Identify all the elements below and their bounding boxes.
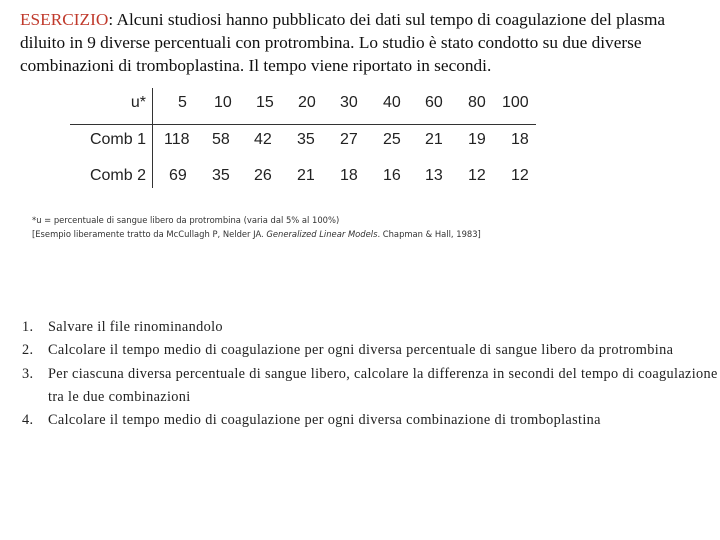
table-cell: 13: [425, 167, 443, 184]
task-item: [0, 363, 720, 410]
task-item: [0, 409, 720, 432]
task-item: [0, 316, 720, 339]
table-header-cell: 100: [502, 94, 529, 111]
exercise-description: : Alcuni studiosi hanno pubblicato dei dati sul tempo di coagulazione del plasma diluito in 9 diverse percentuali con protrombina. Lo studio è stato condotto su due diverse combinazioni di tromboplastina. Il tempo viene riportato in secondi.: [20, 10, 666, 75]
table-header-cell: 30: [340, 94, 358, 111]
table-row-label: Comb 1: [89, 131, 146, 148]
table-header-cell: 80: [468, 94, 486, 111]
task-text: Salvare il file rinominandolo: [48, 319, 223, 335]
table-horizontal-divider: [70, 124, 536, 125]
table-vertical-divider: [152, 88, 153, 188]
table-cell: 25: [383, 131, 401, 148]
task-text: Per ciascuna diversa percentuale di sangue libero, calcolare la differenza in secondi del tempo di coagulazione tra le due combinazioni: [48, 365, 718, 405]
citation-prefix: [Esempio liberamente tratto da McCullagh P, Nelder JA.: [32, 229, 267, 239]
table-cell: 16: [383, 167, 401, 184]
task-number: 3.: [22, 365, 34, 382]
table-cell: 69: [169, 167, 187, 184]
task-text: Calcolare il tempo medio di coagulazione per ogni diversa percentuale di sangue libero da protrombina: [48, 342, 674, 359]
table-header-label: u*: [130, 94, 146, 111]
data-table: [0, 0, 720, 200]
table-header-cell: 20: [298, 94, 316, 111]
table-row-label: Comb 2: [89, 167, 146, 184]
footnote-citation: [32, 229, 481, 239]
citation-suffix: . Chapman & Hall, 1983]: [377, 229, 481, 239]
table-cell: 18: [511, 131, 529, 148]
table-header-cell: 15: [256, 94, 274, 111]
table-cell: 42: [254, 131, 272, 148]
task-text: Calcolare il tempo medio di coagulazione per ogni diversa combinazione di tromboplastina: [48, 412, 601, 429]
task-number: 2.: [22, 342, 34, 359]
task-item: [0, 339, 720, 362]
table-cell: 21: [425, 131, 443, 148]
table-cell: 27: [340, 131, 358, 148]
table-cell: 12: [511, 167, 529, 184]
table-cell: 19: [468, 131, 486, 148]
task-number: 1.: [22, 319, 34, 335]
table-cell: 35: [297, 131, 315, 148]
table-header-cell: 5: [178, 94, 187, 111]
table-cell: 35: [212, 167, 230, 184]
citation-book-title: Generalized Linear Models: [266, 229, 378, 239]
task-list: [0, 316, 720, 432]
table-cell: 18: [340, 167, 358, 184]
task-number: 4.: [22, 412, 34, 429]
table-header-cell: 40: [383, 94, 401, 111]
table-header-cell: 10: [214, 94, 232, 111]
exercise-keyword: ESERCIZIO: [20, 10, 109, 29]
footnote-definition: *u = percentuale di sangue libero da protrombina (varia dal 5% al 100%): [32, 215, 340, 225]
table-cell: 118: [164, 131, 190, 148]
table-cell: 58: [212, 131, 230, 148]
table-cell: 12: [468, 167, 486, 184]
table-cell: 26: [254, 167, 272, 184]
table-header-cell: 60: [425, 94, 443, 111]
table-cell: 21: [297, 167, 315, 184]
